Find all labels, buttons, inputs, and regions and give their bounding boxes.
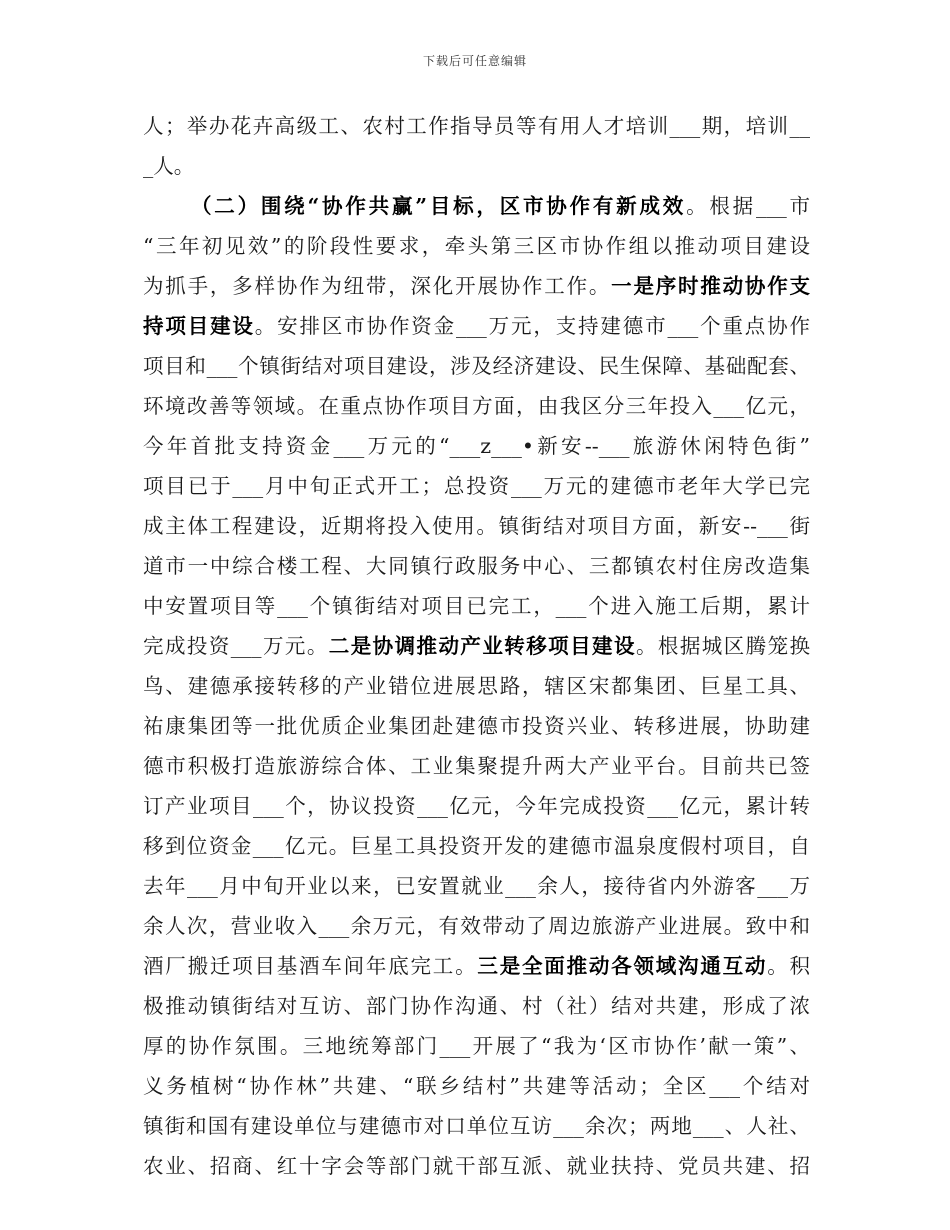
text-line: “三年初见效”的阶段性要求，牵头第三区市协作组以推动项目建设 <box>143 234 810 258</box>
text-line: 今年首批支持资金___万元的“___z___•新安--___旅游休闲特色街” <box>143 434 810 458</box>
text-line: 中安置项目等___个镇街结对项目已完工，___个进入施工后期，累计 <box>143 594 810 618</box>
text-line: 义务植树“协作林”共建、“联乡结村”共建等活动；全区___个结对 <box>143 1074 810 1098</box>
subheading: 二是协调推动产业转移项目建设 <box>328 634 636 658</box>
section-heading: （二）围绕“协作共赢”目标，区市协作有新成效 <box>191 194 687 218</box>
text-line: 祐康集团等一批优质企业集团赴建德市投资兴业、转移进展，协助建 <box>143 714 810 738</box>
text-line: 道市一中综合楼工程、大同镇行政服务中心、三都镇农村住房改造集 <box>143 554 810 578</box>
document-body <box>143 106 810 1186</box>
text-line: 鸟、建德承接转移的产业错位进展思路，辖区宋都集团、巨星工具、 <box>143 674 810 698</box>
text-line: 移到位资金___亿元。巨星工具投资开发的建德市温泉度假村项目，自 <box>143 834 810 858</box>
text-line: 厚的协作氛围。三地统筹部门___开展了“我为‘区市协作’献一策”、 <box>143 1034 810 1058</box>
subheading: 一是序时推动协作支 <box>611 274 810 298</box>
text-line: 极推动镇街结对互访、部门协作沟通、村（社）结对共建，形成了浓 <box>143 994 810 1018</box>
text-line: 项目和___个镇街结对项目建设，涉及经济建设、民生保障、基础配套、 <box>143 354 810 378</box>
text-line: 成主体工程建设，近期将投入使用。镇街结对项目方面，新安--___街 <box>143 514 810 538</box>
text-line: 人；举办花卉高级工、农村工作指导员等有用人才培训___期，培训__ <box>143 114 810 138</box>
text-line: _人。 <box>143 154 195 178</box>
text-line: 订产业项目___个，协议投资___亿元，今年完成投资___亿元，累计转 <box>143 794 810 818</box>
text-line: 镇街和国有建设单位与建德市对口单位互访___余次；两地___、人社、 <box>143 1114 810 1138</box>
page-header-caption: 下载后可任意编辑 <box>422 54 527 68</box>
text-line: 环境改善等领域。在重点协作项目方面，由我区分三年投入___亿元， <box>143 394 810 418</box>
text-line: 德市积极打造旅游综合体、工业集聚提升两大产业平台。目前共已签 <box>143 754 810 778</box>
text-line: 去年___月中旬开业以来，已安置就业___余人，接待省内外游客___万 <box>143 874 810 898</box>
text-line: 为抓手，多样协作为纽带，深化开展协作工作。一是序时推动协作支 <box>143 274 810 298</box>
text-line: （二）围绕“协作共赢”目标，区市协作有新成效。根据___市 <box>191 194 810 218</box>
subheading: 三是全面推动各领域沟通互动 <box>477 954 768 978</box>
text-line: 余人次，营业收入___余万元，有效带动了周边旅游产业进展。致中和 <box>143 914 810 938</box>
text-line: 项目已于___月中旬正式开工；总投资___万元的建德市老年大学已完 <box>143 474 810 498</box>
subheading: 持项目建设 <box>143 314 255 338</box>
text-line: 酒厂搬迁项目基酒车间年底完工。三是全面推动各领域沟通互动。积 <box>143 954 810 978</box>
text-line: 农业、招商、红十字会等部门就干部互派、就业扶持、党员共建、招 <box>143 1154 810 1178</box>
text-line: 持项目建设。安排区市协作资金___万元，支持建德市___个重点协作 <box>143 314 810 338</box>
text-line: 完成投资___万元。二是协调推动产业转移项目建设。根据城区腾笼换 <box>143 634 810 658</box>
